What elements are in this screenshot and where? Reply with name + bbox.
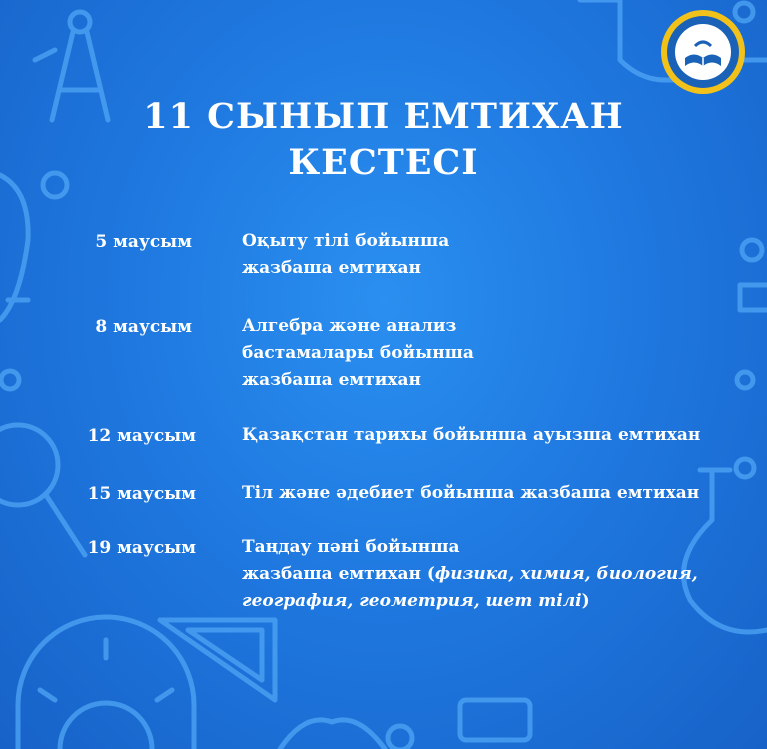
description-line: бастамалары бойынша	[242, 343, 474, 363]
exam-description	[242, 313, 742, 394]
exam-date: 12 маусым	[87, 426, 196, 446]
description-line	[242, 561, 742, 588]
exam-date: 19 маусым	[87, 538, 196, 558]
exam-description	[242, 480, 742, 507]
description-line: Таңдау пәні бойынша	[242, 537, 460, 557]
description-line: Алгебра және анализ	[242, 316, 457, 336]
exam-date: 5 маусым	[95, 232, 192, 252]
exam-description	[242, 534, 742, 615]
subject-list: физика, химия, биология,	[434, 564, 698, 584]
title-line-2: КЕСТЕСІ	[288, 142, 479, 183]
description-line: Қазақстан тарихы бойынша ауызша емтихан	[242, 425, 701, 445]
exam-date: 15 маусым	[87, 484, 196, 504]
description-text: жазбаша емтихан (	[242, 564, 435, 584]
description-text: )	[581, 591, 590, 611]
description-line: Оқыту тілі бойынша	[242, 231, 450, 251]
subject-list: география, геометрия, шет тілі	[242, 591, 582, 611]
description-line: жазбаша емтихан	[242, 370, 421, 390]
description-line: жазбаша емтихан	[242, 258, 421, 278]
exam-date: 8 маусым	[95, 317, 192, 337]
exam-description	[242, 422, 742, 449]
title-line-1: 11 СЫНЫП ЕМТИХАН	[143, 96, 624, 137]
description-line: Тіл және әдебиет бойынша жазбаша емтихан	[242, 483, 700, 503]
description-line	[242, 588, 742, 615]
exam-description	[242, 228, 742, 282]
